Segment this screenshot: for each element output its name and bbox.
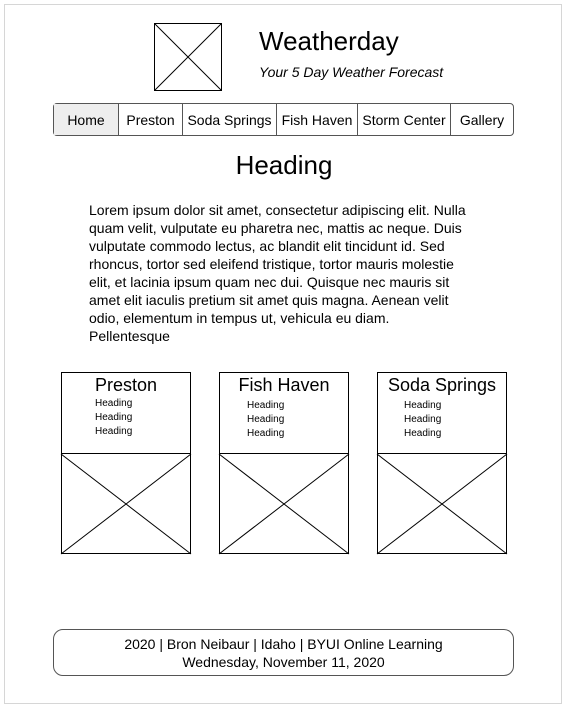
card-line: Heading <box>95 398 133 409</box>
card-title: Preston <box>94 375 158 395</box>
nav-item-storm-center[interactable]: Storm Center <box>357 104 450 135</box>
card-fish-haven[interactable] <box>219 372 349 554</box>
card-line: Heading <box>95 426 133 437</box>
footer-credits: 2020 | Bron Neibaur | Idaho | BYUI Online Learning <box>124 636 443 652</box>
footer-date: Wednesday, November 11, 2020 <box>182 654 385 670</box>
site-title: Weatherday <box>259 26 399 56</box>
card-line: Heading <box>404 400 442 411</box>
card-title: Fish Haven <box>238 375 330 395</box>
nav-item-soda-springs[interactable]: Soda Springs <box>182 104 276 135</box>
main-nav <box>53 103 514 136</box>
nav-item-preston[interactable]: Preston <box>118 104 182 135</box>
page-heading: Heading <box>235 150 333 180</box>
footer <box>53 629 514 676</box>
nav-item-home[interactable]: Home <box>54 104 118 135</box>
card-line: Heading <box>404 428 442 439</box>
image-placeholder-icon <box>219 453 349 554</box>
nav-item-gallery[interactable]: Gallery <box>450 104 513 135</box>
card-preston[interactable] <box>61 372 191 554</box>
card-soda-springs[interactable] <box>377 372 507 554</box>
card-line: Heading <box>247 400 285 411</box>
card-line: Heading <box>247 428 285 439</box>
logo-placeholder-icon <box>154 23 222 91</box>
site-tagline: Your 5 Day Weather Forecast <box>259 64 444 80</box>
card-title: Soda Springs <box>387 375 497 395</box>
image-placeholder-icon <box>377 453 507 554</box>
nav-item-fish-haven[interactable]: Fish Haven <box>276 104 357 135</box>
body-text: Lorem ipsum dolor sit amet, consectetur adipiscing elit. Nulla quam velit, vulputate eu pharetra nec, mattis ac neque. Duis vulputate commodo lectus, ac blandit elit tincidunt id. Sed rhoncus, tortor sed eleifend tristique, tortor mauris molestie elit, et lacinia ipsum quam nec dui. Quisque nec mauris sit amet elit iaculis pretium sit amet quis magna. Aenean velit odio, elementum in tempus ut, vehicula eu diam. Pellentesque <box>89 202 466 344</box>
card-line: Heading <box>404 414 442 425</box>
card-line: Heading <box>247 414 285 425</box>
image-placeholder-icon <box>61 453 191 554</box>
card-line: Heading <box>95 412 133 423</box>
